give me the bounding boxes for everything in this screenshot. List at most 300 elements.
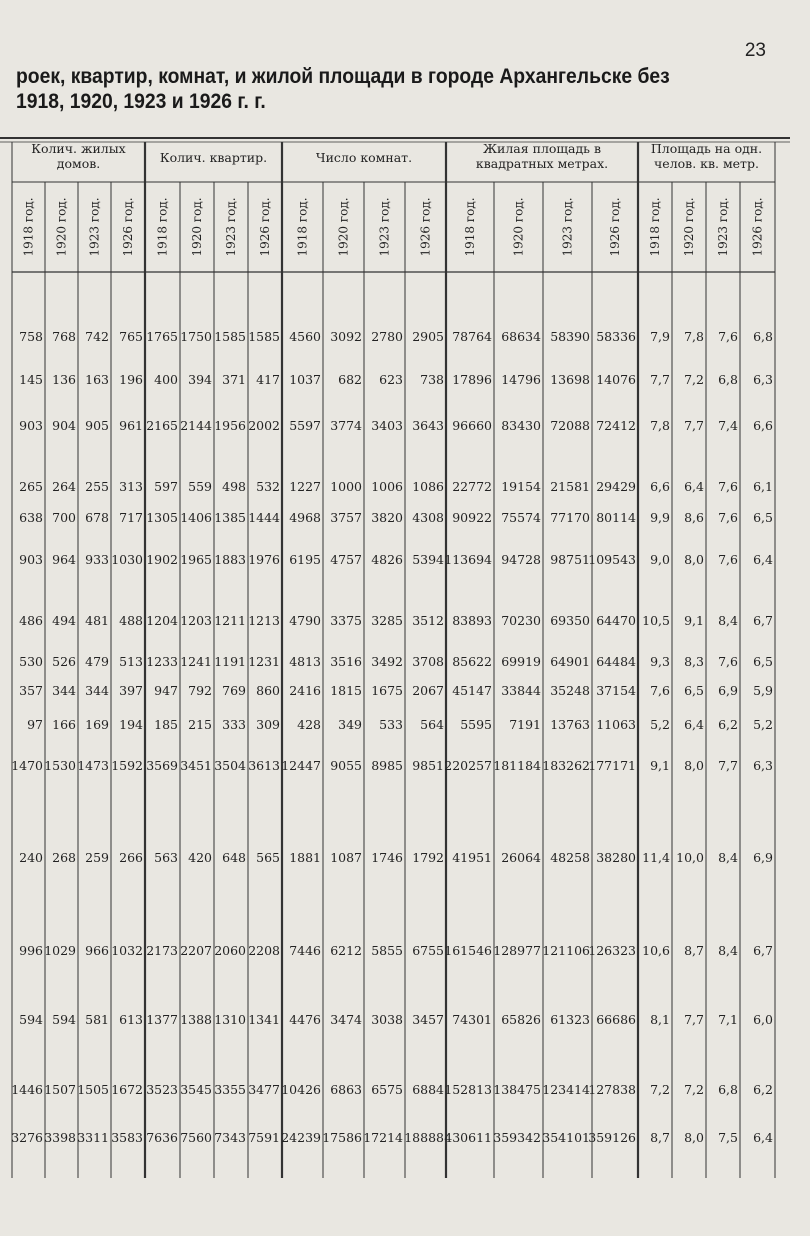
table-cell: 11,4 xyxy=(642,850,670,865)
table-cell: 765 xyxy=(119,329,143,344)
table-cell: 6,1 xyxy=(753,479,773,494)
table-cell: 83430 xyxy=(501,418,541,433)
table-cell: 486 xyxy=(19,613,43,628)
table-cell: 33844 xyxy=(501,683,541,698)
table-cell: 7,7 xyxy=(684,418,704,433)
table-cell: 3375 xyxy=(330,613,362,628)
table-cell: 8,6 xyxy=(684,510,704,525)
table-cell: 7,2 xyxy=(650,1082,670,1097)
table-cell: 9,1 xyxy=(650,758,670,773)
year-header: 1923 год. xyxy=(87,197,102,257)
table-cell: 3583 xyxy=(111,1130,143,1145)
table-cell: 359342 xyxy=(493,1130,541,1145)
table-cell: 17214 xyxy=(363,1130,403,1145)
table-cell: 947 xyxy=(154,683,178,698)
year-header: 1918 год. xyxy=(648,197,662,257)
table-cell: 14076 xyxy=(596,372,636,387)
table-cell: 768 xyxy=(52,329,76,344)
table-cell: 1444 xyxy=(248,510,280,525)
table-cell: 6,4 xyxy=(684,479,704,494)
group-header-3: Число комнат. xyxy=(315,150,413,165)
table-cell: 78764 xyxy=(452,329,492,344)
table-cell: 181184 xyxy=(493,758,541,773)
table-cell: 1377 xyxy=(146,1012,178,1027)
table-cell: 22772 xyxy=(452,479,492,494)
year-header: 1926 год. xyxy=(608,197,622,257)
table-cell: 6,9 xyxy=(718,683,738,698)
table-cell: 3613 xyxy=(248,758,280,773)
table-cell: 8,7 xyxy=(684,943,704,958)
table-cell: 9,3 xyxy=(650,654,670,669)
table-cell: 964 xyxy=(52,552,76,567)
table-cell: 1446 xyxy=(11,1082,43,1097)
table-cell: 6,8 xyxy=(718,372,738,387)
table-cell: 7560 xyxy=(180,1130,212,1145)
table-cell: 1792 xyxy=(412,850,444,865)
year-header: 1923 год. xyxy=(560,197,575,257)
table-cell: 145 xyxy=(19,372,43,387)
table-cell: 678 xyxy=(85,510,109,525)
table-cell: 6755 xyxy=(412,943,444,958)
table-cell: 64901 xyxy=(550,654,590,669)
table-cell: 526 xyxy=(52,654,76,669)
table-cell: 8985 xyxy=(371,758,403,773)
table-cell: 123414 xyxy=(542,1082,590,1097)
table-cell: 3285 xyxy=(371,613,403,628)
table-cell: 6,5 xyxy=(753,654,773,669)
table-cell: 565 xyxy=(256,850,280,865)
year-header: 1920 год. xyxy=(54,197,69,257)
table-cell: 1305 xyxy=(146,510,178,525)
table-cell: 7,6 xyxy=(718,552,738,567)
table-cell: 138475 xyxy=(493,1082,541,1097)
table-cell: 1310 xyxy=(214,1012,246,1027)
table-cell: 121106 xyxy=(542,943,590,958)
table-cell: 479 xyxy=(85,654,109,669)
table-cell: 559 xyxy=(188,479,212,494)
table-cell: 268 xyxy=(52,850,76,865)
year-header: 1918 год. xyxy=(155,197,170,257)
table-cell: 3708 xyxy=(412,654,444,669)
table-cell: 177171 xyxy=(588,758,636,773)
table-cell: 10,0 xyxy=(676,850,704,865)
table-cell: 3512 xyxy=(412,613,444,628)
table-cell: 70230 xyxy=(501,613,541,628)
table-cell: 24239 xyxy=(281,1130,321,1145)
table-cell: 136 xyxy=(52,372,76,387)
table-cell: 1030 xyxy=(111,552,143,567)
table-cell: 5,2 xyxy=(650,717,670,732)
table-cell: 4757 xyxy=(330,552,362,567)
table-cell: 66686 xyxy=(596,1012,636,1027)
table-cell: 7,2 xyxy=(684,372,704,387)
table-cell: 220257 xyxy=(444,758,492,773)
table-cell: 2060 xyxy=(214,943,246,958)
year-header: 1918 год. xyxy=(295,197,310,257)
table-cell: 3643 xyxy=(412,418,444,433)
table-cell: 2905 xyxy=(412,329,444,344)
table-cell: 1976 xyxy=(248,552,280,567)
table-cell: 3451 xyxy=(180,758,212,773)
table-cell: 1965 xyxy=(180,552,212,567)
table-cell: 72412 xyxy=(596,418,636,433)
table-cell: 126323 xyxy=(588,943,636,958)
table-cell: 17896 xyxy=(452,372,492,387)
year-header: 1920 год. xyxy=(682,197,696,257)
table-cell: 8,0 xyxy=(684,552,704,567)
table-cell: 904 xyxy=(52,418,76,433)
table-cell: 6,7 xyxy=(753,613,773,628)
table-cell: 1902 xyxy=(146,552,178,567)
table-cell: 769 xyxy=(222,683,246,698)
table-cell: 638 xyxy=(19,510,43,525)
table-cell: 6,4 xyxy=(684,717,704,732)
table-cell: 6,5 xyxy=(684,683,704,698)
table-cell: 96660 xyxy=(452,418,492,433)
table-cell: 1233 xyxy=(146,654,178,669)
table-cell: 1385 xyxy=(214,510,246,525)
table-cell: 1006 xyxy=(371,479,403,494)
table-cell: 933 xyxy=(85,552,109,567)
table-cell: 7,7 xyxy=(650,372,670,387)
table-cell: 3457 xyxy=(412,1012,444,1027)
group-header-1: Колич. жилых xyxy=(31,141,126,156)
group-header-4: Жилая площадь в xyxy=(482,141,602,156)
table-cell: 1505 xyxy=(77,1082,109,1097)
table-cell: 8,4 xyxy=(718,943,738,958)
table-cell: 905 xyxy=(85,418,109,433)
table-cell: 1585 xyxy=(248,329,280,344)
year-header: 1918 год. xyxy=(21,197,36,257)
table-cell: 344 xyxy=(52,683,76,698)
table-cell: 4790 xyxy=(289,613,321,628)
table-cell: 7,7 xyxy=(718,758,738,773)
table-cell: 69919 xyxy=(501,654,541,669)
table-cell: 83893 xyxy=(452,613,492,628)
table-cell: 3474 xyxy=(330,1012,362,1027)
table-cell: 4476 xyxy=(289,1012,321,1027)
table-cell: 6,2 xyxy=(753,1082,773,1097)
table-cell: 2144 xyxy=(180,418,212,433)
table-cell: 3774 xyxy=(330,418,362,433)
table-cell: 5597 xyxy=(289,418,321,433)
table-cell: 428 xyxy=(297,717,321,732)
table-cell: 37154 xyxy=(596,683,636,698)
table-cell: 6575 xyxy=(371,1082,403,1097)
table-cell: 2207 xyxy=(180,943,212,958)
table-cell: 85622 xyxy=(452,654,492,669)
table-cell: 513 xyxy=(119,654,143,669)
table-cell: 1507 xyxy=(44,1082,76,1097)
table-cell: 128977 xyxy=(493,943,541,958)
page-number: 23 xyxy=(744,40,766,61)
table-cell: 183262 xyxy=(542,758,590,773)
table-cell: 6,4 xyxy=(753,552,773,567)
table-cell: 903 xyxy=(19,418,43,433)
table-cell: 1592 xyxy=(111,758,143,773)
table-cell: 7,6 xyxy=(718,654,738,669)
table-cell: 3311 xyxy=(77,1130,109,1145)
table-cell: 9,9 xyxy=(650,510,670,525)
table-cell: 8,4 xyxy=(718,850,738,865)
table-cell: 161546 xyxy=(444,943,492,958)
table-cell: 152813 xyxy=(444,1082,492,1097)
table-cell: 1341 xyxy=(248,1012,280,1027)
table-cell: 3820 xyxy=(371,510,403,525)
year-header: 1926 год. xyxy=(258,197,272,257)
table-cell: 7,5 xyxy=(718,1130,738,1145)
table-cell: 194 xyxy=(119,717,143,732)
table-cell: 1241 xyxy=(180,654,212,669)
table-cell: 1746 xyxy=(371,850,403,865)
table-cell: 7,8 xyxy=(684,329,704,344)
table-cell: 255 xyxy=(85,479,109,494)
table-cell: 3516 xyxy=(330,654,362,669)
table-cell: 6,5 xyxy=(753,510,773,525)
table-cell: 3477 xyxy=(248,1082,280,1097)
table-cell: 4826 xyxy=(371,552,403,567)
table-cell: 309 xyxy=(256,717,280,732)
table-cell: 265 xyxy=(19,479,43,494)
table-cell: 7,6 xyxy=(718,510,738,525)
table-cell: 6,8 xyxy=(753,329,773,344)
table-cell: 127838 xyxy=(588,1082,636,1097)
table-cell: 1672 xyxy=(111,1082,143,1097)
year-header: 1923 год. xyxy=(224,197,238,257)
table-cell: 13698 xyxy=(550,372,590,387)
table-cell: 80114 xyxy=(596,510,636,525)
table-cell: 98751 xyxy=(550,552,590,567)
table-cell: 1087 xyxy=(330,850,362,865)
table-cell: 7,2 xyxy=(684,1082,704,1097)
table-cell: 3276 xyxy=(11,1130,43,1145)
table-cell: 196 xyxy=(119,372,143,387)
table-cell: 69350 xyxy=(550,613,590,628)
table-cell: 10,6 xyxy=(642,943,670,958)
table-cell: 3492 xyxy=(371,654,403,669)
year-header: 1926 год. xyxy=(750,197,765,257)
table-cell: 3355 xyxy=(214,1082,246,1097)
table-cell: 564 xyxy=(420,717,444,732)
table-cell: 3569 xyxy=(146,758,178,773)
table-cell: 6212 xyxy=(330,943,362,958)
table-cell: 2208 xyxy=(248,943,280,958)
table-cell: 9,0 xyxy=(650,552,670,567)
table-cell: 648 xyxy=(222,850,246,865)
table-cell: 613 xyxy=(119,1012,143,1027)
table-cell: 6,9 xyxy=(753,850,773,865)
group-header-1: домов. xyxy=(56,156,101,171)
title-line-1: роек, квартир, комнат, и жилой площади в городе Архангельске без xyxy=(16,65,670,88)
table-cell: 7,4 xyxy=(718,418,738,433)
table-cell: 19154 xyxy=(501,479,541,494)
table-cell: 163 xyxy=(85,372,109,387)
table-cell: 7,7 xyxy=(684,1012,704,1027)
table-cell: 961 xyxy=(119,418,143,433)
table-cell: 1473 xyxy=(77,758,109,773)
table-cell: 9055 xyxy=(330,758,362,773)
table-cell: 17586 xyxy=(322,1130,362,1145)
table-cell: 996 xyxy=(19,943,43,958)
table-cell: 6,0 xyxy=(753,1012,773,1027)
table-cell: 6,6 xyxy=(753,418,773,433)
year-header: 1918 год. xyxy=(463,197,477,257)
table-cell: 113694 xyxy=(444,552,492,567)
table-cell: 1881 xyxy=(289,850,321,865)
table-cell: 532 xyxy=(256,479,280,494)
table-cell: 1086 xyxy=(412,479,444,494)
table-cell: 13763 xyxy=(550,717,590,732)
table-cell: 417 xyxy=(256,372,280,387)
table-cell: 2002 xyxy=(248,418,280,433)
table-cell: 1213 xyxy=(248,613,280,628)
table-cell: 5394 xyxy=(412,552,444,567)
table-cell: 259 xyxy=(85,850,109,865)
table-cell: 8,7 xyxy=(650,1130,670,1145)
table-cell: 344 xyxy=(85,683,109,698)
table-cell: 860 xyxy=(256,683,280,698)
table-cell: 7,8 xyxy=(650,418,670,433)
table-cell: 700 xyxy=(52,510,76,525)
table-cell: 594 xyxy=(19,1012,43,1027)
table-cell: 1585 xyxy=(214,329,246,344)
table-cell: 7343 xyxy=(214,1130,246,1145)
table-cell: 2780 xyxy=(371,329,403,344)
table-cell: 1037 xyxy=(289,372,321,387)
table-cell: 169 xyxy=(85,717,109,732)
table-cell: 481 xyxy=(85,613,109,628)
table-cell: 29429 xyxy=(596,479,636,494)
table-cell: 1675 xyxy=(371,683,403,698)
table-cell: 4968 xyxy=(289,510,321,525)
table-cell: 18888 xyxy=(404,1130,444,1145)
table-cell: 371 xyxy=(222,372,246,387)
table-cell: 12447 xyxy=(281,758,321,773)
table-cell: 1029 xyxy=(44,943,76,958)
year-header: 1926 год. xyxy=(121,197,135,257)
table-cell: 903 xyxy=(19,552,43,567)
table-cell: 5855 xyxy=(371,943,403,958)
table-cell: 7,6 xyxy=(650,683,670,698)
table-cell: 488 xyxy=(119,613,143,628)
table-cell: 75574 xyxy=(501,510,541,525)
table-cell: 792 xyxy=(188,683,212,698)
table-cell: 397 xyxy=(119,683,143,698)
table-cell: 45147 xyxy=(452,683,492,698)
table-cell: 1000 xyxy=(330,479,362,494)
table-cell: 7,9 xyxy=(650,329,670,344)
table-cell: 8,0 xyxy=(684,1130,704,1145)
table-cell: 6863 xyxy=(330,1082,362,1097)
table-cell: 758 xyxy=(19,329,43,344)
table-cell: 2165 xyxy=(146,418,178,433)
table-cell: 6,6 xyxy=(650,479,670,494)
table-cell: 4560 xyxy=(289,329,321,344)
table-cell: 97 xyxy=(27,717,43,732)
table-cell: 2067 xyxy=(412,683,444,698)
table-cell: 26064 xyxy=(501,850,541,865)
table-cell: 1204 xyxy=(146,613,178,628)
table-cell: 64484 xyxy=(596,654,636,669)
table-cell: 1883 xyxy=(214,552,246,567)
table-cell: 185 xyxy=(154,717,178,732)
table-cell: 6,8 xyxy=(718,1082,738,1097)
table-cell: 1211 xyxy=(214,613,246,628)
group-header-5: челов. кв. метр. xyxy=(654,156,759,171)
table-cell: 742 xyxy=(85,329,109,344)
table-cell: 3092 xyxy=(330,329,362,344)
table-cell: 2173 xyxy=(146,943,178,958)
table-cell: 349 xyxy=(338,717,362,732)
table-cell: 5595 xyxy=(460,717,492,732)
table-cell: 7446 xyxy=(289,943,321,958)
table-cell: 6,3 xyxy=(753,758,773,773)
table-cell: 6,4 xyxy=(753,1130,773,1145)
table-cell: 166 xyxy=(52,717,76,732)
table-cell: 7191 xyxy=(509,717,541,732)
table-cell: 1530 xyxy=(44,758,76,773)
table-cell: 1388 xyxy=(180,1012,212,1027)
table-cell: 738 xyxy=(420,372,444,387)
table-cell: 3403 xyxy=(371,418,403,433)
table-cell: 430611 xyxy=(444,1130,492,1145)
table-cell: 65826 xyxy=(501,1012,541,1027)
table-cell: 3523 xyxy=(146,1082,178,1097)
table-cell: 90922 xyxy=(452,510,492,525)
table-cell: 1470 xyxy=(11,758,43,773)
table-cell: 3757 xyxy=(330,510,362,525)
table-cell: 14796 xyxy=(501,372,541,387)
table-cell: 6,3 xyxy=(753,372,773,387)
year-header: 1926 год. xyxy=(418,197,433,257)
table-cell: 21581 xyxy=(550,479,590,494)
table-cell: 48258 xyxy=(550,850,590,865)
table-cell: 1815 xyxy=(330,683,362,698)
table-cell: 61323 xyxy=(550,1012,590,1027)
year-header: 1920 год. xyxy=(511,197,526,257)
table-cell: 240 xyxy=(19,850,43,865)
table-cell: 357 xyxy=(19,683,43,698)
table-cell: 623 xyxy=(379,372,403,387)
table-cell: 7,1 xyxy=(718,1012,738,1027)
table-cell: 8,1 xyxy=(650,1012,670,1027)
table-cell: 563 xyxy=(154,850,178,865)
table-cell: 420 xyxy=(188,850,212,865)
table-cell: 9,1 xyxy=(684,613,704,628)
table-cell: 94728 xyxy=(501,552,541,567)
year-header: 1923 год. xyxy=(377,197,392,257)
table-cell: 109543 xyxy=(588,552,636,567)
table-cell: 264 xyxy=(52,479,76,494)
table-cell: 1032 xyxy=(111,943,143,958)
table-cell: 1956 xyxy=(214,418,246,433)
table-cell: 717 xyxy=(119,510,143,525)
table-cell: 530 xyxy=(19,654,43,669)
table-cell: 394 xyxy=(188,372,212,387)
table-cell: 77170 xyxy=(550,510,590,525)
table-cell: 68634 xyxy=(501,329,541,344)
table-cell: 58390 xyxy=(550,329,590,344)
table-cell: 2416 xyxy=(289,683,321,698)
table-cell: 966 xyxy=(85,943,109,958)
table-cell: 5,2 xyxy=(753,717,773,732)
title-line-2: 1918, 1920, 1923 и 1926 г. г. xyxy=(16,90,266,113)
table-cell: 72088 xyxy=(550,418,590,433)
table-cell: 3398 xyxy=(44,1130,76,1145)
table-cell: 498 xyxy=(222,479,246,494)
table-cell: 333 xyxy=(222,717,246,732)
table-cell: 41951 xyxy=(452,850,492,865)
